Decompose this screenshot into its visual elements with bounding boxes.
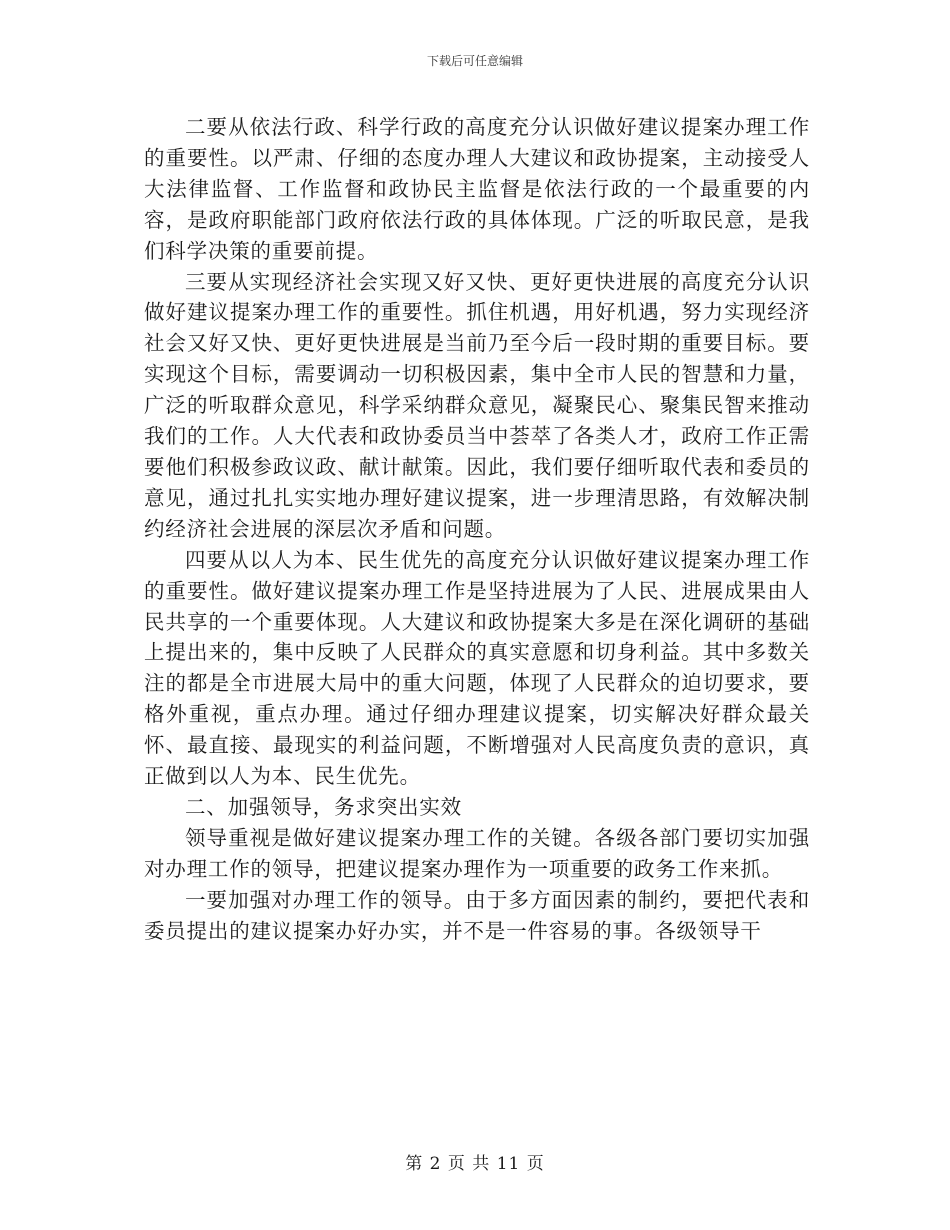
paragraph: 二要从依法行政、科学行政的高度充分认识做好建议提案办理工作的重要性。以严肃、仔细的态度办理人大建议和政协提案，主动接受人大法律监督、工作监督和政协民主监督是依法行政的一个最重要的内容，是政府职能部门政府依法行政的具体体现。广泛的听取民意，是我们科学决策的重要前提。 xyxy=(144,115,810,263)
document-body xyxy=(144,112,810,946)
paragraph: 领导重视是做好建议提案办理工作的关键。各级各部门要切实加强对办理工作的领导，把建议提案办理作为一项重要的政务工作来抓。 xyxy=(144,825,810,881)
page-number: 第 2 页 共 11 页 xyxy=(405,1154,545,1174)
section-heading: 二、加强领导，务求突出实效 xyxy=(185,794,462,819)
paragraph: 一要加强对办理工作的领导。由于多方面因素的制约，要把代表和委员提出的建议提案办好办实，并不是一件容易的事。各级领导干 xyxy=(144,887,810,943)
paragraph: 三要从实现经济社会实现又好又快、更好更快进展的高度充分认识做好建议提案办理工作的重要性。抓住机遇，用好机遇，努力实现经济社会又好又快、更好更快进展是当前乃至今后一段时期的重要目标。要实现这个目标，需要调动一切积极因素，集中全市人民的智慧和力量，广泛的听取群众意见，科学采纳群众意见，凝聚民心、聚集民智来推动我们的工作。人大代表和政协委员当中荟萃了各类人才，政府工作正需要他们积极参政议政、献计献策。因此，我们要仔细听取代表和委员的意见，通过扎扎实实地办理好建议提案，进一步理清思路，有效解决制约经济社会进展的深层次矛盾和问题。 xyxy=(144,269,810,541)
paragraph: 四要从以人为本、民生优先的高度充分认识做好建议提案办理工作的重要性。做好建议提案办理工作是坚持进展为了人民、进展成果由人民共享的一个重要体现。人大建议和政协提案大多是在深化调研的基础上提出来的，集中反映了人民群众的真实意愿和切身利益。其中多数关注的都是全市进展大局中的重大问题，体现了人民群众的迫切要求，要格外重视，重点办理。通过仔细办理建议提案，切实解决好群众最关怀、最直接、最现实的利益问题，不断增强对人民高度负责的意识，真正做到以人为本、民生优先。 xyxy=(144,547,810,789)
page-header-note: 下载后可任意编辑 xyxy=(426,54,523,68)
